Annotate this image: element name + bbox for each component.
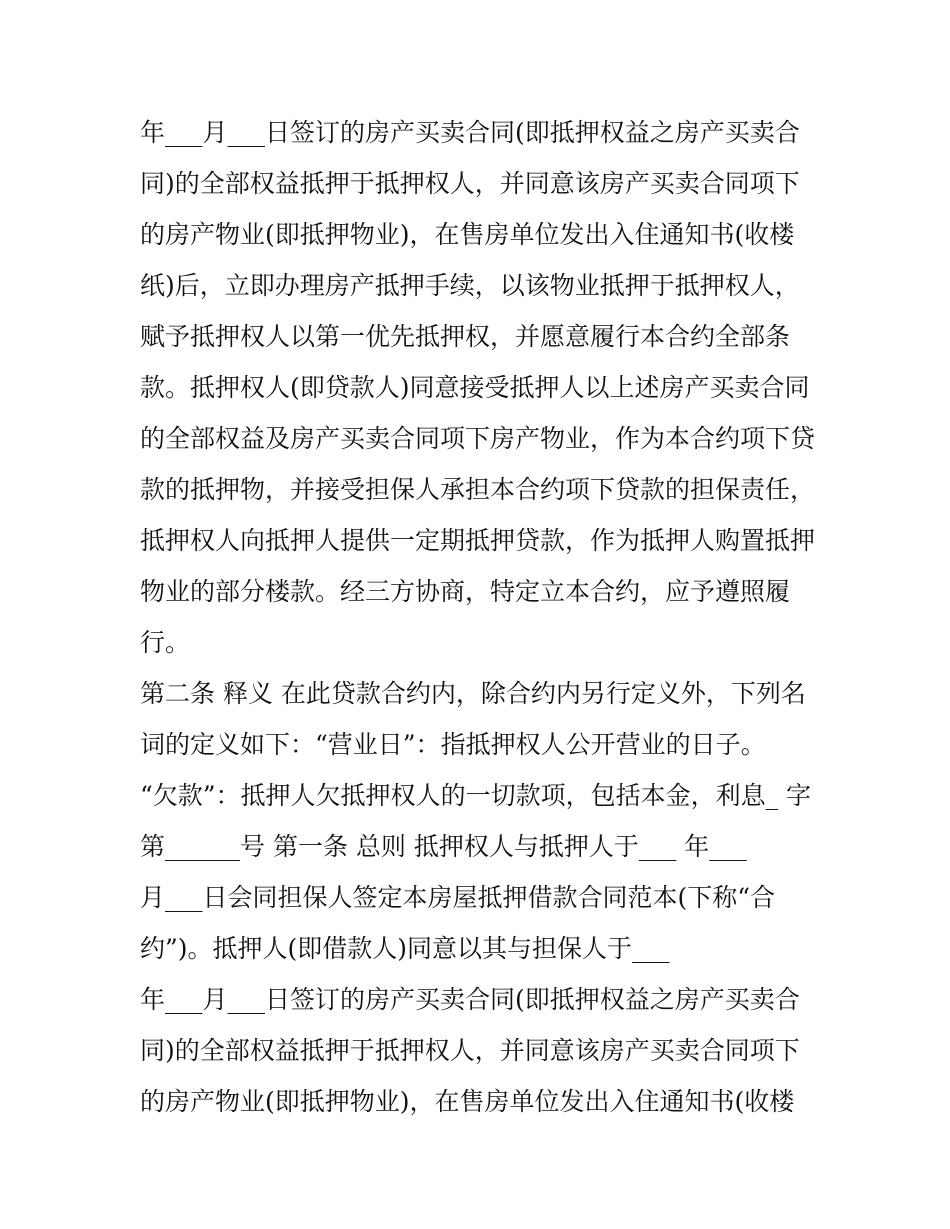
- text-line: 月___日会同担保人签定本房屋抵押借款合同范本(下称“合: [140, 883, 776, 912]
- text-line: “欠款”：抵押人欠抵押权人的一切款项，包括本金，利息_ 字: [140, 781, 812, 810]
- text-line: 词的定义如下：“营业日”：指抵押权人公开营业的日子。: [140, 730, 766, 759]
- text-line: 第二条 释义 在此贷款合约内，除合约内另行定义外，下列名: [140, 679, 806, 708]
- text-line: 赋予抵押权人以第一优先抵押权，并愿意履行本合约全部条: [140, 322, 791, 351]
- text-line: 年___月___日签订的房产买卖合同(即抵押权益之房产买卖合: [140, 985, 800, 1014]
- text-line: 抵押权人向抵押人提供一定期抵押贷款，作为抵押人购置抵押: [140, 526, 816, 555]
- text-line: 约”)。抵押人(即借款人)同意以其与担保人于___: [140, 934, 670, 963]
- text-line: 的房产物业(即抵押物业)，在售房单位发出入住通知书(收楼: [140, 220, 795, 249]
- text-line: 款。抵押权人(即贷款人)同意接受抵押人以上述房产买卖合同: [140, 373, 810, 402]
- text-line: 纸)后，立即办理房产抵押手续，以该物业抵押于抵押权人，: [140, 271, 800, 300]
- text-line: 行。: [140, 628, 191, 657]
- text-line: 同)的全部权益抵押于抵押权人，并同意该房产买卖合同项下: [140, 1036, 800, 1065]
- text-line: 年___月___日签订的房产买卖合同(即抵押权益之房产买卖合: [140, 118, 800, 147]
- text-line: 物业的部分楼款。经三方协商，特定立本合约，应予遵照履: [140, 577, 791, 606]
- text-line: 同)的全部权益抵押于抵押权人，并同意该房产买卖合同项下: [140, 169, 800, 198]
- body-text: [140, 107, 830, 1127]
- text-line: 第______号 第一条 总则 抵押权人与抵押人于___ 年___: [140, 832, 747, 861]
- text-line: 的全部权益及房产买卖合同项下房产物业，作为本合约项下贷: [140, 424, 816, 453]
- text-line: 的房产物业(即抵押物业)，在售房单位发出入住通知书(收楼: [140, 1087, 795, 1116]
- text-line: 款的抵押物，并接受担保人承担本合约项下贷款的担保责任，: [140, 475, 816, 504]
